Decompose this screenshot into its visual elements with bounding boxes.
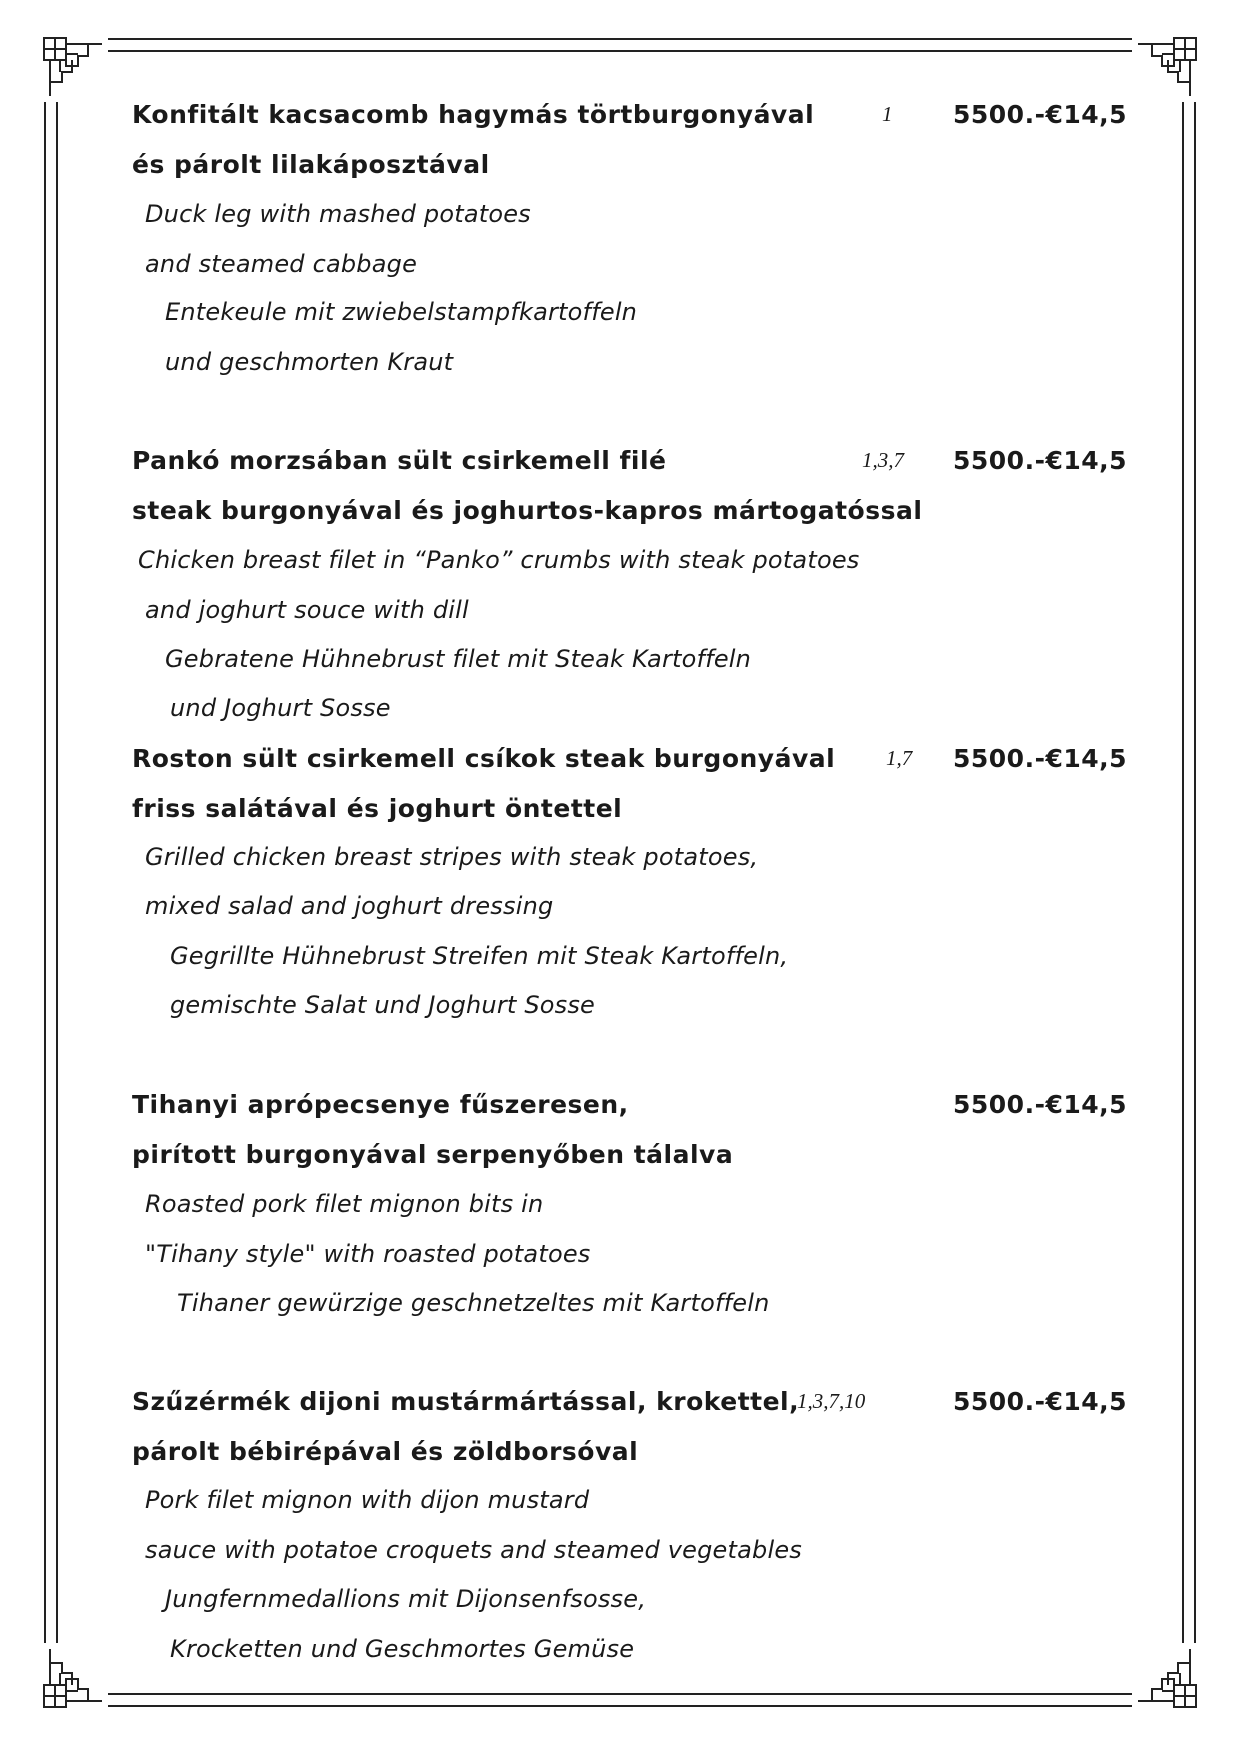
corner-ornament-top-left [38,32,108,102]
dish-german-line: und geschmorten Kraut [165,348,454,376]
dish-english-line: Pork filet mignon with dijon mustard [145,1486,590,1514]
dish-title-line: steak burgonyával és joghurtos-kapros mártogatóssal [132,496,923,525]
dish-price: 5500.-€14,5 [953,100,1128,129]
dish-german-line: Tihaner gewürzige geschnetzeltes mit Kartoffeln [177,1289,770,1317]
dish-english-line: mixed salad and joghurt dressing [145,892,554,920]
dish-english-line: sauce with potatoe croquets and steamed vegetables [145,1536,803,1564]
dish-title-line: Szűzérmék dijoni mustármártással, krokettel, [132,1387,800,1416]
corner-ornament-bottom-right [1132,1643,1202,1713]
dish-title-line: pirított burgonyával serpenyőben tálalva [132,1140,734,1169]
dish-price: 5500.-€14,5 [953,1090,1128,1119]
dish-german-line: Gegrillte Hühnebrust Streifen mit Steak Kartoffeln, [170,942,789,970]
dish-title-line: párolt bébirépával és zöldborsóval [132,1437,639,1466]
dish-german-line: Entekeule mit zwiebelstampfkartoffeln [165,298,638,326]
dish-english-line: "Tihany style" with roasted potatoes [145,1240,591,1268]
dish-price: 5500.-€14,5 [953,446,1128,475]
dish-english-line: Chicken breast filet in “Panko” crumbs with steak potatoes [138,546,860,574]
allergen-codes: 1 [882,102,893,126]
dish-german-line: Gebratene Hühnebrust filet mit Steak Kartoffeln [165,645,752,673]
dish-german-line: Krocketten und Geschmortes Gemüse [170,1635,635,1663]
allergen-codes: 1,3,7,10 [797,1389,866,1413]
dish-english-line: Grilled chicken breast stripes with steak potatoes, [145,843,759,871]
dish-english-line: Roasted pork filet mignon bits in [145,1190,544,1218]
allergen-codes: 1,7 [886,746,913,770]
dish-title-line: és párolt lilakáposztával [132,150,490,179]
dish-title-line: Pankó morzsában sült csirkemell filé [132,446,667,475]
dish-title-line: friss salátával és joghurt öntettel [132,794,623,823]
dish-title-line: Roston sült csirkemell csíkok steak burgonyával [132,744,836,773]
dish-title-line: Tihanyi aprópecsenye fűszeresen, [132,1090,629,1119]
corner-ornament-bottom-left [38,1643,108,1713]
dish-german-line: und Joghurt Sosse [170,694,391,722]
dish-english-line: Duck leg with mashed potatoes [145,200,531,228]
dish-english-line: and steamed cabbage [145,250,418,278]
allergen-codes: 1,3,7 [862,448,904,472]
dish-price: 5500.-€14,5 [953,744,1128,773]
dish-price: 5500.-€14,5 [953,1387,1128,1416]
dish-title-line: Konfitált kacsacomb hagymás törtburgonyával [132,100,815,129]
corner-ornament-top-right [1132,32,1202,102]
dish-english-line: and joghurt souce with dill [145,596,469,624]
dish-german-line: gemischte Salat und Joghurt Sosse [170,991,596,1019]
dish-german-line: Jungfernmedallions mit Dijonsenfsosse, [165,1585,647,1613]
